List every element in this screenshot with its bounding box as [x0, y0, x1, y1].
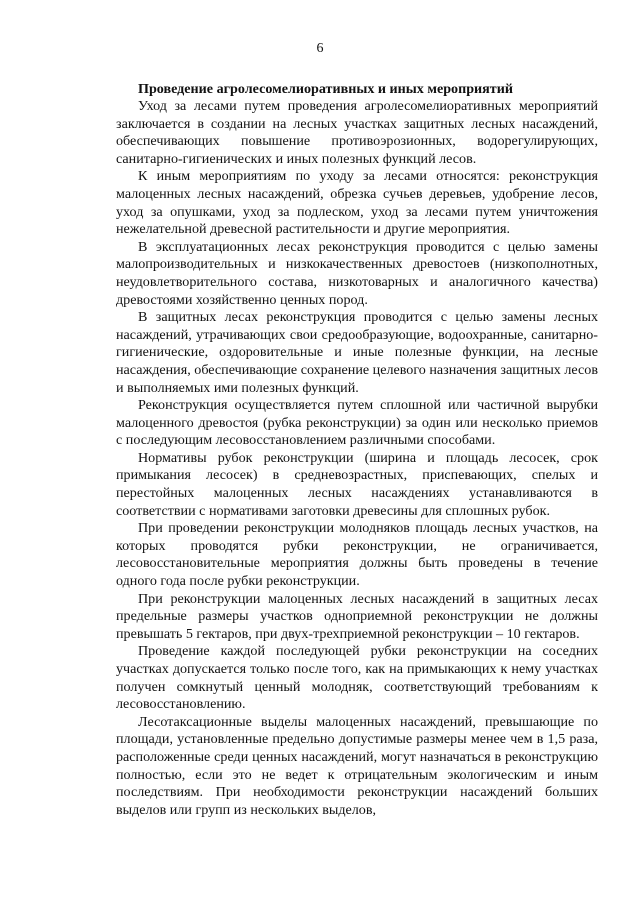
- paragraph-3: В эксплуатационных лесах реконструкция проводится с целью замены малопроизводительных и низкокачественных древостоев (низкополнотных, неудовлетворительного состава, низкотоварных и аналогичного качества) древостоями хозяйственно ценных пород.: [116, 238, 598, 308]
- paragraph-5: Реконструкция осуществляется путем сплошной или частичной вырубки малоценного древостоя (рубка реконструкции) за один или несколько приемов с последующим лесовосстановлением различными способами.: [116, 397, 598, 449]
- paragraph-10: Лесотаксационные выделы малоценных насаждений, превышающие по площади, установленные предельно допустимые размеры менее чем в 1,5 раза, расположенные среди ценных насаждений, могут назначаться в реконструкцию полностью, если это не ведет к отрицательным экологическим и иным последствиям. При необходимости реконструкции насаждений больших выделов или групп из нескольких выделов,: [116, 713, 598, 818]
- paragraph-2: К иным мероприятиям по уходу за лесами относятся: реконструкция малоценных лесных насаждений, обрезка сучьев деревьев, удобрение лесов, уход за опушками, уход за подлеском, уход за лесами путем уничтожения нежелательной древесной растительности и другие мероприятия.: [116, 168, 598, 238]
- paragraph-4: В защитных лесах реконструкция проводится с целью замены лесных насаждений, утрачивающих свои средообразующие, водоохранные, санитарно-гигиенические, оздоровительные и иные полезные функции, на лесные насаждения, обеспечивающие сохранение целевого назначения защитных лесов и выполняемых ими полезных функций.: [116, 309, 598, 396]
- paragraph-1: Уход за лесами путем проведения агролесомелиоративных мероприятий заключается в создании на лесных участках защитных лесных насаждений, обеспечивающих повышение противоэрозионных, водорегулирующих, санитарно-гигиенических и иных полезных функций лесов.: [116, 98, 598, 167]
- paragraph-9: Проведение каждой последующей рубки реконструкции на соседних участках допускается только после того, как на примыкающих к нему участках получен сомкнутый ценный молодняк, соответствующий требованиям к лесовосстановлению.: [116, 643, 598, 713]
- paragraph-7: При проведении реконструкции молодняков площадь лесных участков, на которых проводятся рубки реконструкции, не ограничивается, лесовосстановительные мероприятия должны быть проведены в течение одного года после рубки реконструкции.: [116, 520, 598, 590]
- section-heading: Проведение агролесомелиоративных и иных мероприятий: [138, 81, 513, 97]
- document-body: [116, 80, 598, 819]
- paragraph-6: Нормативы рубок реконструкции (ширина и площадь лесосек, срок примыкания лесосек) в средневозрастных, приспевающих, спелых и перестойных малоценных лесных насаждениях устанавливаются в соответствии с нормативами заготовки древесины для сплошных рубок.: [116, 449, 598, 519]
- page-number: 6: [316, 41, 324, 56]
- paragraph-8: При реконструкции малоценных лесных насаждений в защитных лесах предельные размеры участков одноприемной реконструкции не должны превышать 5 гектаров, при двух-трехприемной реконструкции – 10 гектаров.: [116, 590, 598, 642]
